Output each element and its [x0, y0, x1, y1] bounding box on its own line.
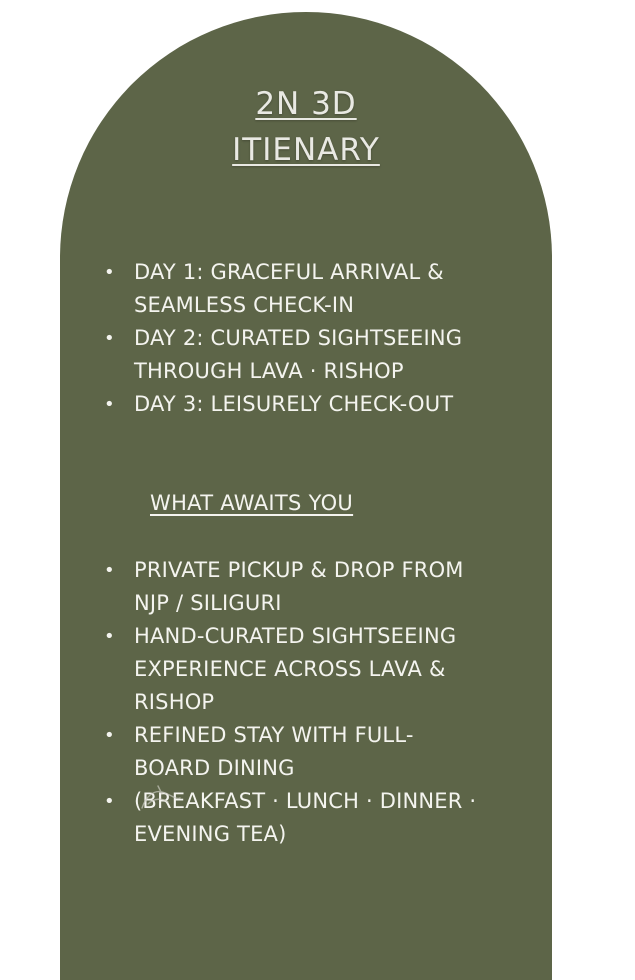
awaits-3-line-2: BOARD DINING	[134, 756, 295, 780]
list-item	[96, 388, 462, 421]
list-item	[96, 256, 462, 322]
page-title	[60, 81, 552, 173]
itinerary-day-2-line-2: THROUGH LAVA · RISHOP	[134, 359, 404, 383]
awaits-2-line-3: RISHOP	[134, 690, 215, 714]
list-item	[96, 719, 476, 785]
itinerary-day-1-line-1: DAY 1: GRACEFUL ARRIVAL &	[134, 260, 444, 284]
awaits-2-line-1: HAND-CURATED SIGHTSEEING	[134, 624, 457, 648]
list-item	[96, 620, 476, 719]
awaits-2-line-2: EXPERIENCE ACROSS LAVA &	[134, 657, 446, 681]
itinerary-day-2-line-1: DAY 2: CURATED SIGHTSEEING	[134, 326, 463, 350]
list-item	[96, 322, 462, 388]
itinerary-day-3-line-1: DAY 3: LEISURELY CHECK-OUT	[134, 392, 454, 416]
title-line-1: 2N 3D	[255, 86, 357, 122]
awaits-4-line-1: (BREAKFAST · LUNCH · DINNER ·	[134, 789, 477, 813]
awaits-1-line-2: NJP / SILIGURI	[134, 591, 282, 615]
awaits-heading: WHAT AWAITS YOU	[150, 491, 354, 515]
itinerary-day-1-line-2: SEAMLESS CHECK-IN	[134, 293, 355, 317]
doodle-icon	[132, 778, 192, 818]
awaits-1-line-1: PRIVATE PICKUP & DROP FROM	[134, 558, 464, 582]
list-item	[96, 554, 476, 620]
title-line-2: ITIENARY	[232, 132, 380, 168]
itinerary-list	[96, 256, 462, 421]
awaits-4-line-2: EVENING TEA)	[134, 822, 287, 846]
awaits-3-line-1: REFINED STAY WITH FULL-	[134, 723, 414, 747]
